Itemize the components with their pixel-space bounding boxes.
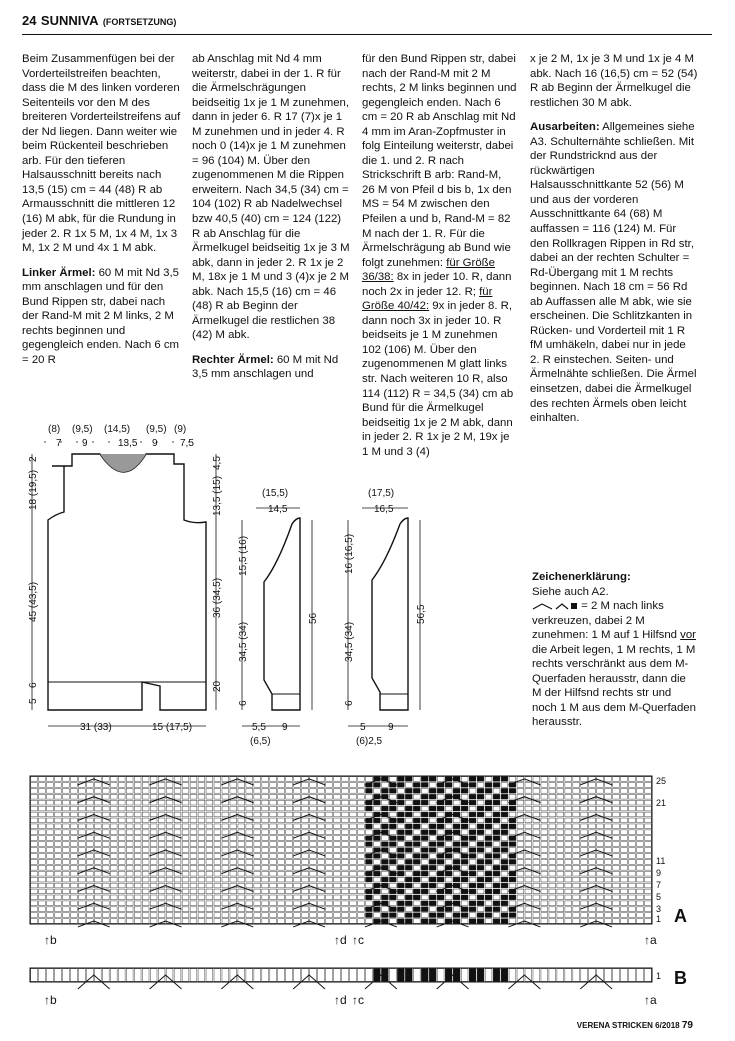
left-dim-low: 5 [28,698,39,704]
finishing-text: Allgemeines siehe A3. Schulternähte schließen. Mit der Rundstricknd aus der rückwärtigen Halsausschnittkante 52 (56) M und aus der vorderen Ausschnittkante 64 (68) M auffassen = 116 (124) M. Für den Rollkragen Rippen in Rd str, dabei an der rechten Schulter = Rd-Übergang mit 1 M rechts beginnen. Nach 18 cm = 56 Rd ab Auffassen alle M abk, wie sie erscheinen. Die Schlitzkanten in Rücken- und Vorderteil mit 1 R fM umhäkeln, dabei nur in jede 2. R einstechen. Seiten- und Ärmelnähte schließen. Die Ärmel einsetzen, dabei die Ärmelkugel des rechten Ärmels oben leicht einhalten. [530,121,697,425]
left-sleeve-dim-low: 6 [238,700,249,706]
legend-text-2: die Arbeit legen, 1 M rechts, 1 M rechts verschränkt aus dem M-Querfaden herausstr, dann die M der Hilfsnd rechts str und noch 1 M aus dem M-Querfaden herausstr. [532,643,696,729]
top-paren-2: (9,5) [72,424,93,435]
chart-a-row-21: 21 [656,798,667,808]
right-dim-upper: 13,5 (15) [212,475,223,516]
sleeve-cap-paragraph: x je 2 M, 1x je 3 M und 1x je 4 M abk. Nach 16 (16,5) cm = 52 (54) R ab Beginn der Ärmelkugel die restlichen 30 M abk. [530,53,698,109]
right-sleeve-top-value: 16,5 [374,504,394,515]
right-sleeve-paragraph [192,353,350,382]
left-sleeve-bottom-b: 9 [282,722,288,733]
chart-a-arrow-c: ↑c [352,933,364,947]
aran-pattern-paragraph [362,52,517,459]
chart-b-arrow-c: ↑c [352,993,364,1007]
chart-a-row-11: 11 [656,856,666,866]
bottom-dim-right: 15 (17,5) [152,722,193,733]
legend-vor: vor [680,629,696,642]
pattern-number: 24 [22,13,37,28]
symbol-legend [532,570,697,730]
chart-a-row-9: 9 [656,868,662,878]
legend-subtitle: Siehe auch A2. [532,585,609,598]
right-sleeve-dim-upper: 16 (16,5) [344,533,355,574]
legend-text-1: = 2 M nach links verkreuzen, dabei 2 M zunehmen: 1 M auf 1 Hilfsnd [532,600,681,642]
chart-a-arrow-d: ↑d [334,933,347,947]
chart-b-arrow-d: ↑d [334,993,347,1007]
left-sleeve-dim-mid: 34,5 (34) [238,621,249,662]
right-sleeve-dim-right: 56,5 [416,604,427,624]
left-sleeve-heading: Linker Ärmel: [22,266,96,279]
right-sleeve-schematic [334,484,444,754]
text-column-1 [22,52,182,377]
left-sleeve-top-value: 14,5 [268,504,288,515]
right-sleeve-dim-mid: 34,5 (34) [344,621,355,662]
chart-a-row-7: 7 [656,880,662,890]
left-dim-low2: 6 [28,682,39,688]
right-dim-mid: 36 (34,5) [212,577,223,618]
left-sleeve-bottom-paren: (6,5) [250,736,271,747]
page-header [22,12,712,35]
left-sleeve-top-paren: (15,5) [262,488,289,499]
size-40-42: für Größe 40/42: [362,285,493,313]
page-number: 79 [681,1020,693,1031]
right-sleeve-text: 60 M mit Nd 3,5 mm anschlagen und [192,353,339,381]
right-dim-upper-end: 4,5 [212,456,223,470]
left-dim-upper: 18 (19,5) [28,469,39,510]
size-36-38: für Größe 36/38: [362,256,495,284]
bottom-dim-left: 31 (33) [80,722,112,733]
left-sleeve-paragraph [22,266,182,368]
finishing-paragraph [530,120,698,425]
aran-text-3: 9x in jeder 8. R, dann noch 3x in jeder 10. R beidseits je 1 M zunehmen 102 (106) M. Über den zugenommenen M glatt links str. Nach weiteren 10 R, also 114 (112) R = 34,5 (34) cm ab Bund für die Ärmelkugel beidseitig 1x je 2 M abk, dann in jeder 2. R 1x je 2 M, 19x je 1 M und 3 (4) [362,300,514,458]
legend-title: Zeichenerklärung: [532,571,631,583]
right-sleeve-bottom-a: 5 [360,722,366,733]
top-paren-3: (14,5) [104,424,131,435]
top-paren-4: (9,5) [146,424,167,435]
left-sleeve-schematic [228,484,336,754]
left-dim-mid: 45 (43,5) [28,581,39,622]
right-sleeve-bottom-b: 9 [388,722,394,733]
sleeve-shaping-paragraph: ab Anschlag mit Nd 4 mm weiterstr, dabei in der 1. R für die Ärmelschrägungen beidseitig 1x je 1 M zunehmen, dann in jeder 6. R 17 (7)x je 1 M zunehmen und in jeder 4. R noch 0 (14)x je 1 M zunehmen = 96 (104) M. Über den zugenommenen M die Rippen erweitern. Nach 34,5 (34) cm = 104 (102) R ab Nadelwechsel bzw 40,5 (40) cm = 124 (122) R ab Anschlag für die Ärmelkugel beidseitig 1x je 3 M abk, dann in jeder 2. R 1x je 2 M, 18x je 1 M und 3 (4)x je 2 M abk. Nach 15,5 (16) cm = 46 (48) R ab Beginn der Ärmelkugel die restlichen 38 (42) M abk. [192,53,350,342]
chart-a-row-1: 1 [656,914,662,924]
chart-b-arrow-b: ↑b [44,993,57,1007]
chart-b-row-1: 1 [656,971,662,981]
top-paren-1: (8) [48,424,61,435]
left-sleeve-text: 60 M mit Nd 3,5 mm anschlagen und für den Bund Rippen str, dabei nach der Rand-M mit 2 M links, 2 M rechts beginnen und gegengleich enden. Nach 6 cm = 20 R [22,266,180,366]
chart-b-letter: B [674,968,687,988]
top-paren-5: (9) [174,424,187,435]
left-sleeve-bottom-a: 5,5 [252,722,266,733]
pattern-title: SUNNIVA [40,13,99,28]
top-value-4: 9 [152,438,158,449]
text-column-3 [362,52,517,469]
page-footer [577,1020,693,1031]
right-dim-low: 20 [212,680,223,692]
chart-a-row-25: 25 [656,776,667,786]
right-sleeve-heading: Rechter Ärmel: [192,353,274,366]
text-column-2 [192,52,350,392]
text-column-4 [530,52,698,436]
aran-text-2: 8x in jeder 10. R, dann noch 2x in jeder 12. R; [362,271,512,298]
top-value-3: 13,5 [118,438,138,449]
right-sleeve-dim-low: 6 [344,700,355,706]
top-value-1: 7 [56,438,62,449]
knitting-chart-a [26,772,706,952]
left-dim-upper-end: 2 [28,456,39,462]
left-sleeve-dim-right: 56 [308,612,319,624]
aran-text-1: für den Bund Rippen str, dabei nach der Rand-M mit 2 M rechts, 2 M links beginnen und gegengleich enden. Nach 6 cm = 20 R ab Anschlag mit Nd 4 mm im Aran-Zopfmuster in folg Einteilung weiterstr, dabei die 1. und 2. R nach Strickschrift B arb: Rand-M, 26 M von Pfeil d bis b, 1x den MS = 54 M zwischen den Pfeilen a und b, Rand-M = 82 M nach der 1. R. Für die Ärmelschrägung ab Bund wie folgt zunehmen: [362,53,517,269]
pattern-subtitle: (FORTSETZUNG) [102,17,177,27]
left-sleeve-dim-upper: 15,5 (16) [238,535,249,576]
cable-symbol-icon [532,601,578,611]
right-sleeve-top-paren: (17,5) [368,488,395,499]
chart-b-arrow-a: ↑a [644,993,657,1007]
chart-a-letter: A [674,906,687,926]
chart-a-arrow-a: ↑a [644,933,657,947]
legend-entry [532,599,697,730]
knitting-chart-b [26,964,706,1014]
top-value-2: 9 [82,438,88,449]
magazine-issue: VERENA STRICKEN 6/2018 [576,1021,680,1030]
chart-a-row-5: 5 [656,892,662,902]
chart-a-row-3: 3 [656,904,662,914]
chart-a-arrow-b: ↑b [44,933,57,947]
finishing-heading: Ausarbeiten: [530,121,600,134]
right-sleeve-bottom-paren: (6)2,5 [356,736,383,747]
front-assembly-paragraph: Beim Zusammenfügen bei der Vorderteilstreifen beachten, dass die M des linken vorderen Seitenteils vor den M des breiteren Vorderteilstreifens auf der Nd liegen. Dann weiter wie beim Rückenteil beschrieben arb. Für den tieferen Halsausschnitt bereits nach 13,5 (15) cm = 44 (48) R ab Armausschnitt die mittleren 12 (16) M abk, für die Rundung in jeder 2. R 1x 5 M, 1x 4 M, 1x 3 M, 1x 2 M und 4x 1 M abk. [22,53,181,255]
body-schematic [20,420,230,740]
top-value-5: 7,5 [180,438,194,449]
